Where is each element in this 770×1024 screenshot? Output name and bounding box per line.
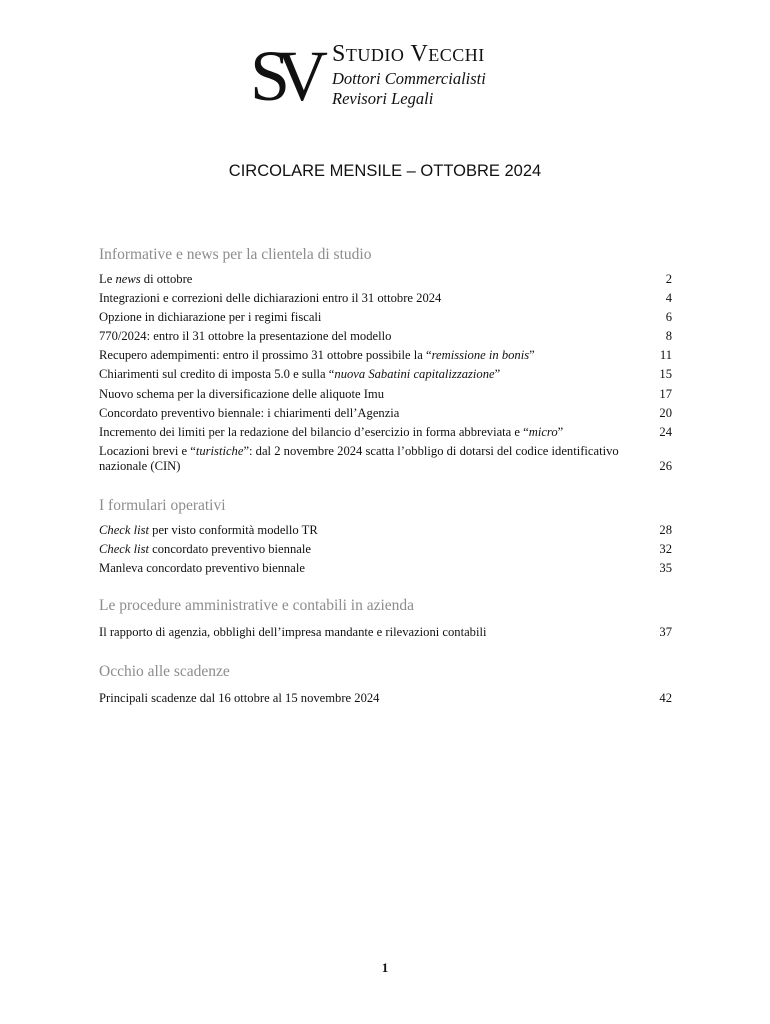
entry-text-post: ” bbox=[529, 348, 535, 363]
entry-text-pre: Il rapporto di agenzia, obblighi dell’impresa mandante e rilevazioni contabili bbox=[99, 625, 487, 640]
entry-text-pre: Le bbox=[99, 272, 116, 286]
firm-subtitle-1: Dottori Commercialisti bbox=[332, 69, 486, 88]
toc-entry[interactable] bbox=[99, 291, 672, 306]
entry-text-emphasis: Check list bbox=[99, 541, 150, 556]
toc-section bbox=[99, 662, 672, 706]
firm-name: STUDIO VECCHI bbox=[332, 41, 485, 67]
entry-text-pre: Opzione in dichiarazione per i regimi fiscali bbox=[99, 310, 322, 325]
entry-text-emphasis: nuova Sabatini capitalizzazione bbox=[334, 367, 495, 382]
toc-page-number: 20 bbox=[659, 405, 672, 420]
toc-entry-text bbox=[99, 291, 644, 306]
entry-text-pre: Principali scadenze dal 16 ottobre al 15 novembre 2024 bbox=[99, 691, 380, 706]
toc-entry-text bbox=[99, 272, 644, 287]
entry-text-pre: Incremento dei limiti per la redazione del bilancio d’esercizio in forma abbreviata e “ bbox=[99, 424, 529, 439]
toc-page-number: 17 bbox=[659, 386, 672, 401]
firm-subtitle-2: Revisori Legali bbox=[332, 89, 434, 108]
entry-text-pre: Nuovo schema per la diversificazione delle aliquote Imu bbox=[99, 386, 385, 401]
entry-text-pre: Manleva concordato preventivo biennale bbox=[99, 561, 305, 576]
sv-monogram-icon bbox=[250, 40, 330, 108]
toc-entry-text bbox=[99, 367, 644, 382]
entry-text-pre: Locazioni brevi e “ bbox=[99, 443, 196, 458]
toc-entry[interactable] bbox=[99, 561, 672, 576]
entry-text-pre: 770/2024: entro il 31 ottobre la presentazione del modello bbox=[99, 329, 392, 344]
document-title: CIRCOLARE MENSILE – OTTOBRE 2024 bbox=[228, 162, 542, 180]
toc-entry-text bbox=[99, 523, 644, 538]
logo-letters: SV bbox=[250, 40, 315, 108]
toc-page-number: 26 bbox=[659, 458, 672, 473]
entry-text-emphasis: Check list bbox=[99, 522, 150, 537]
entry-text-emphasis: remissione in bonis bbox=[431, 348, 530, 363]
toc-section bbox=[99, 496, 672, 576]
section-title: Occhio alle scadenze bbox=[99, 663, 230, 681]
toc-section bbox=[99, 596, 672, 640]
page-number: 1 bbox=[381, 960, 389, 975]
entry-text-post: ” bbox=[494, 367, 501, 382]
toc-entry[interactable] bbox=[99, 367, 672, 382]
toc-entry-text bbox=[99, 444, 644, 474]
entry-text-post: per visto conformità modello TR bbox=[149, 522, 318, 537]
toc-page-number: 35 bbox=[659, 561, 672, 576]
toc-entry-text bbox=[99, 329, 644, 344]
entry-text-emphasis: micro bbox=[528, 424, 558, 439]
toc-entry-text bbox=[99, 561, 644, 576]
toc-entry[interactable] bbox=[99, 444, 672, 474]
entry-text-pre: Integrazioni e correzioni delle dichiarazioni entro il 31 ottobre 2024 bbox=[99, 291, 442, 306]
toc-page-number: 28 bbox=[659, 522, 672, 537]
toc-entry[interactable] bbox=[99, 625, 672, 640]
toc-entry-text bbox=[99, 542, 644, 557]
section-title: I formulari operativi bbox=[99, 496, 226, 514]
toc-entry[interactable] bbox=[99, 691, 672, 706]
toc-entry-text bbox=[99, 406, 644, 421]
toc-page-number: 37 bbox=[659, 625, 672, 640]
entry-text-pre: Concordato preventivo biennale: i chiarimenti dell’Agenzia bbox=[99, 405, 400, 420]
entry-text-post: ” bbox=[557, 424, 564, 439]
toc-entry-text bbox=[99, 691, 644, 706]
toc-page-number: 6 bbox=[665, 310, 672, 325]
toc-entry[interactable] bbox=[99, 406, 672, 421]
toc-page-number: 4 bbox=[665, 291, 672, 306]
toc-page-number: 42 bbox=[659, 691, 672, 706]
toc-page-number: 2 bbox=[665, 272, 672, 286]
table-of-contents bbox=[99, 245, 672, 710]
toc-page-number: 24 bbox=[659, 424, 672, 439]
toc-page-number: 15 bbox=[659, 367, 672, 382]
entry-text-emphasis: news bbox=[115, 272, 141, 286]
toc-entry[interactable] bbox=[99, 348, 672, 363]
toc-entry[interactable] bbox=[99, 272, 672, 287]
toc-entry-text bbox=[99, 348, 644, 363]
toc-entry[interactable] bbox=[99, 329, 672, 344]
entry-text-emphasis: turistiche bbox=[195, 443, 244, 458]
toc-entry-text bbox=[99, 625, 644, 640]
toc-page-number: 32 bbox=[659, 541, 672, 556]
toc-entry[interactable] bbox=[99, 425, 672, 440]
toc-section bbox=[99, 245, 672, 474]
entry-text-pre: Recupero adempimenti: entro il prossimo 31 ottobre possibile la “ bbox=[99, 348, 432, 363]
toc-entry[interactable] bbox=[99, 523, 672, 538]
entry-text-post: di ottobre bbox=[140, 272, 193, 286]
entry-text-post: ”: dal 2 novembre 2024 scatta l’obbligo di dotarsi del codice identificativo nazionale (CIN) bbox=[99, 443, 619, 473]
toc-entry-text bbox=[99, 310, 644, 325]
section-title: Informative e news per la clientela di studio bbox=[99, 246, 372, 263]
toc-page-number: 8 bbox=[665, 329, 672, 344]
toc-entry-text bbox=[99, 387, 644, 402]
toc-entry[interactable] bbox=[99, 387, 672, 402]
toc-page-number: 11 bbox=[659, 348, 672, 363]
section-title: Le procedure amministrative e contabili in azienda bbox=[99, 597, 415, 615]
toc-entry[interactable] bbox=[99, 542, 672, 557]
entry-text-post: concordato preventivo biennale bbox=[149, 541, 311, 556]
entry-text-pre: Chiarimenti sul credito di imposta 5.0 e sulla “ bbox=[99, 367, 335, 382]
toc-entry[interactable] bbox=[99, 310, 672, 325]
toc-entry-text bbox=[99, 425, 644, 440]
studio-logo bbox=[250, 40, 530, 110]
